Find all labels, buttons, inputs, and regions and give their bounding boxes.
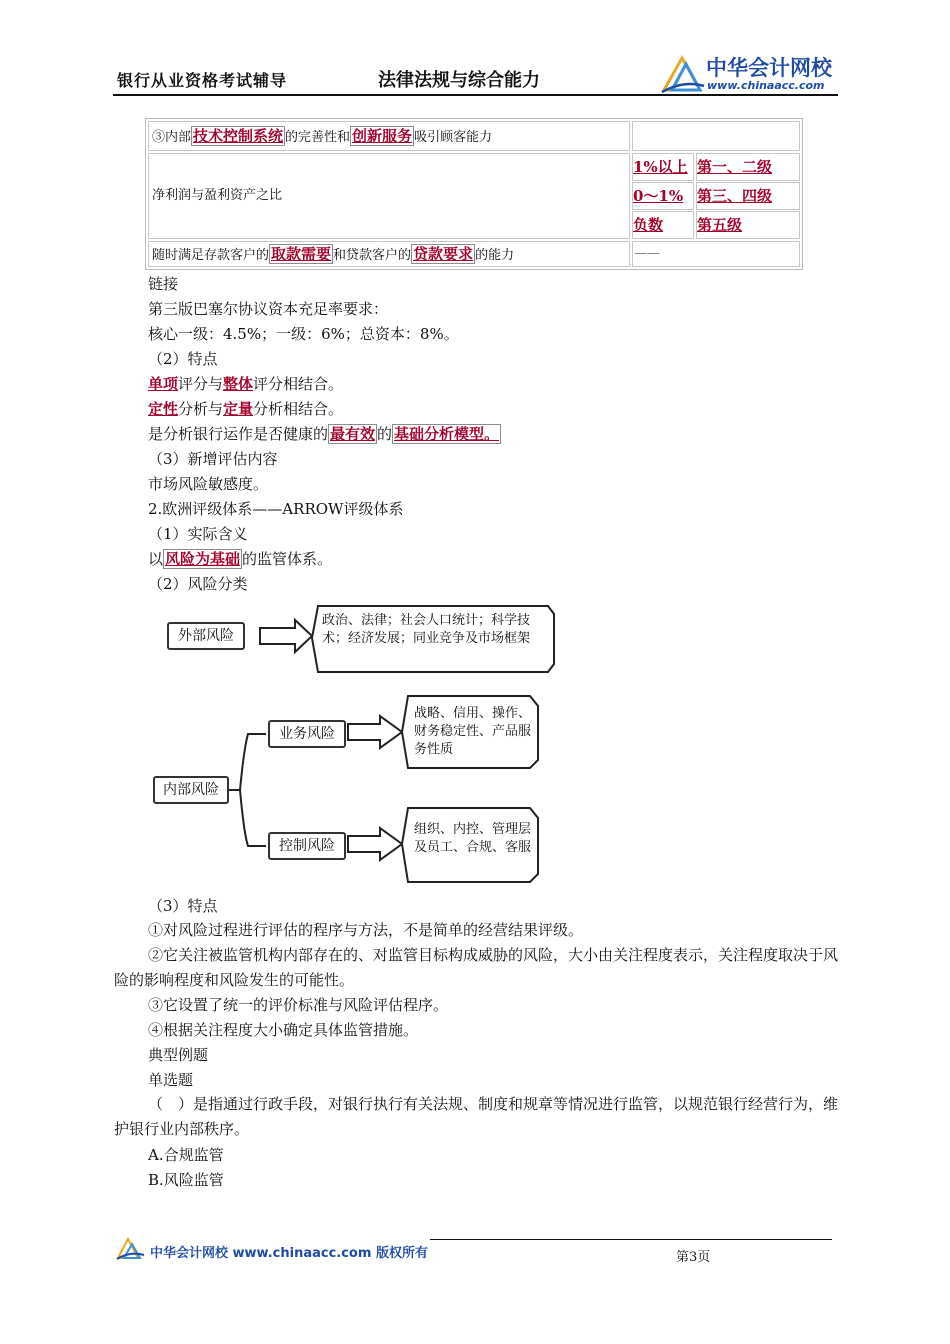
logo-name: 中华会计网校	[706, 56, 832, 80]
section-new-content: （3）新增评估内容	[148, 450, 278, 468]
basel-heading: 第三版巴塞尔协议资本充足率要求：	[148, 300, 389, 318]
table-row-3-cell	[148, 241, 630, 267]
example-heading: 典型例题	[148, 1046, 209, 1064]
range-cell	[632, 211, 694, 239]
feature-line-3	[148, 424, 501, 444]
table-row-1-empty-cell	[632, 121, 800, 151]
highlight-term: 贷款要求	[413, 245, 474, 263]
highlight-term: 风险为基础	[165, 550, 241, 568]
text: 的完善性和	[285, 130, 351, 145]
grade-value: 第五级	[697, 216, 743, 234]
evaluation-table	[145, 118, 803, 270]
logo-url: www.chinaacc.com	[707, 79, 825, 92]
grade-cell	[696, 211, 800, 239]
grade-cell	[696, 182, 800, 210]
market-risk-line: 市场风险敏感度。	[148, 475, 269, 493]
section-features: （2）特点	[148, 350, 218, 368]
footer-divider	[430, 1239, 832, 1240]
feature-line-2	[148, 399, 343, 419]
grade-cell	[696, 153, 800, 181]
table-row-3-right-cell: ——	[632, 241, 800, 267]
text: 的能力	[475, 248, 515, 263]
external-risk-desc: 政治、法律；社会人口统计；科学技术；经济发展；同业竞争及市场框架	[322, 613, 531, 646]
control-risk-box: 控制风险	[268, 832, 346, 860]
section-meaning: （1）实际含义	[148, 525, 248, 543]
branch-connector	[228, 734, 266, 846]
feature-line-1	[148, 374, 343, 394]
text: 和贷款客户的	[333, 248, 412, 263]
basel-ratios: 核心一级：4.5%；一级：6%；总资本：8%。	[148, 325, 459, 343]
table-row-1-cell	[148, 121, 630, 151]
external-risk-box: 外部风险	[167, 622, 245, 650]
range-value: 负数	[633, 216, 664, 234]
text: 是分析银行运作是否健康的	[148, 425, 329, 443]
option-a: A.合规监管	[148, 1146, 224, 1164]
text: 吸引顾客能力	[414, 130, 493, 145]
feature-item-2: ②它关注被监管机构内部存在的、对监管目标构成威胁的风险，大小由关注程度表示，关注程度取决于风险的影响程度和风险发生的可能性。	[114, 946, 839, 989]
control-risk-desc: 组织、内控、管理层及员工、合规、客服	[414, 822, 532, 855]
text: 评分相结合。	[253, 375, 344, 393]
text: 评分与	[178, 375, 224, 393]
text: 分析相结合。	[253, 400, 344, 418]
text: 的	[377, 425, 393, 443]
footer-logo-icon	[116, 1236, 148, 1260]
control-arrow-icon	[348, 828, 402, 860]
highlight-term: 取款需要	[271, 245, 332, 263]
highlight-term: 创新服务	[352, 127, 413, 145]
header-course-title: 银行从业资格考试辅导	[117, 71, 288, 90]
business-arrow-icon	[348, 716, 402, 748]
header-subject-title: 法律法规与综合能力	[378, 70, 540, 91]
question-type: 单选题	[148, 1071, 194, 1089]
highlight-term: 单项	[148, 375, 179, 393]
highlight-term: 技术控制系统	[193, 127, 284, 145]
grade-value: 第三、四级	[697, 187, 773, 205]
section-features-2: （3）特点	[148, 897, 218, 915]
section-risk-class: （2）风险分类	[148, 575, 248, 593]
option-b: B.风险监管	[148, 1171, 224, 1189]
feature-item-3: ③它设置了统一的评价标准与风险评估程序。	[148, 996, 449, 1014]
arrow-heading: 2.欧洲评级体系——ARROW评级体系	[148, 500, 404, 518]
highlight-term: 定性	[148, 400, 179, 418]
table-row-2-label-cell: 净利润与盈利资产之比	[148, 153, 630, 239]
highlight-term: 定量	[223, 400, 254, 418]
range-cell	[632, 182, 694, 210]
range-cell	[632, 153, 694, 181]
highlight-term: 整体	[223, 375, 254, 393]
highlight-term: 基础分析模型。	[394, 425, 500, 443]
feature-item-1: ①对风险过程进行评估的程序与方法，不是简单的经营结果评级。	[148, 921, 584, 939]
meaning-line	[148, 549, 332, 569]
highlight-term: 最有效	[330, 425, 376, 443]
business-risk-box: 业务风险	[268, 720, 346, 748]
business-risk-desc: 战略、信用、操作、财务稳定性、产品服务性质	[414, 706, 532, 757]
question-stem: （ ）是指通过行政手段，对银行执行有关法规、制度和规章等情况进行监管，以规范银行经营行为，维护银行业内部秩序。	[114, 1095, 839, 1138]
header-divider	[113, 94, 838, 96]
range-value: 0～1%	[633, 187, 684, 205]
internal-risk-box: 内部风险	[153, 776, 229, 804]
feature-item-4: ④根据关注程度大小确定具体监管措施。	[148, 1021, 419, 1039]
link-label: 链接	[148, 275, 179, 293]
text: 随时满足存款客户的	[152, 248, 270, 263]
external-arrow-icon	[260, 620, 312, 652]
range-value: 1%以上	[633, 158, 688, 176]
text: 以	[148, 550, 164, 568]
page-number: 第3页	[676, 1250, 711, 1265]
grade-value: 第一、二级	[697, 158, 773, 176]
text: ③内部	[152, 130, 192, 145]
footer-copyright: 中华会计网校 www.chinaacc.com 版权所有	[150, 1246, 428, 1261]
text: 分析与	[178, 400, 224, 418]
text: 的监管体系。	[242, 550, 333, 568]
